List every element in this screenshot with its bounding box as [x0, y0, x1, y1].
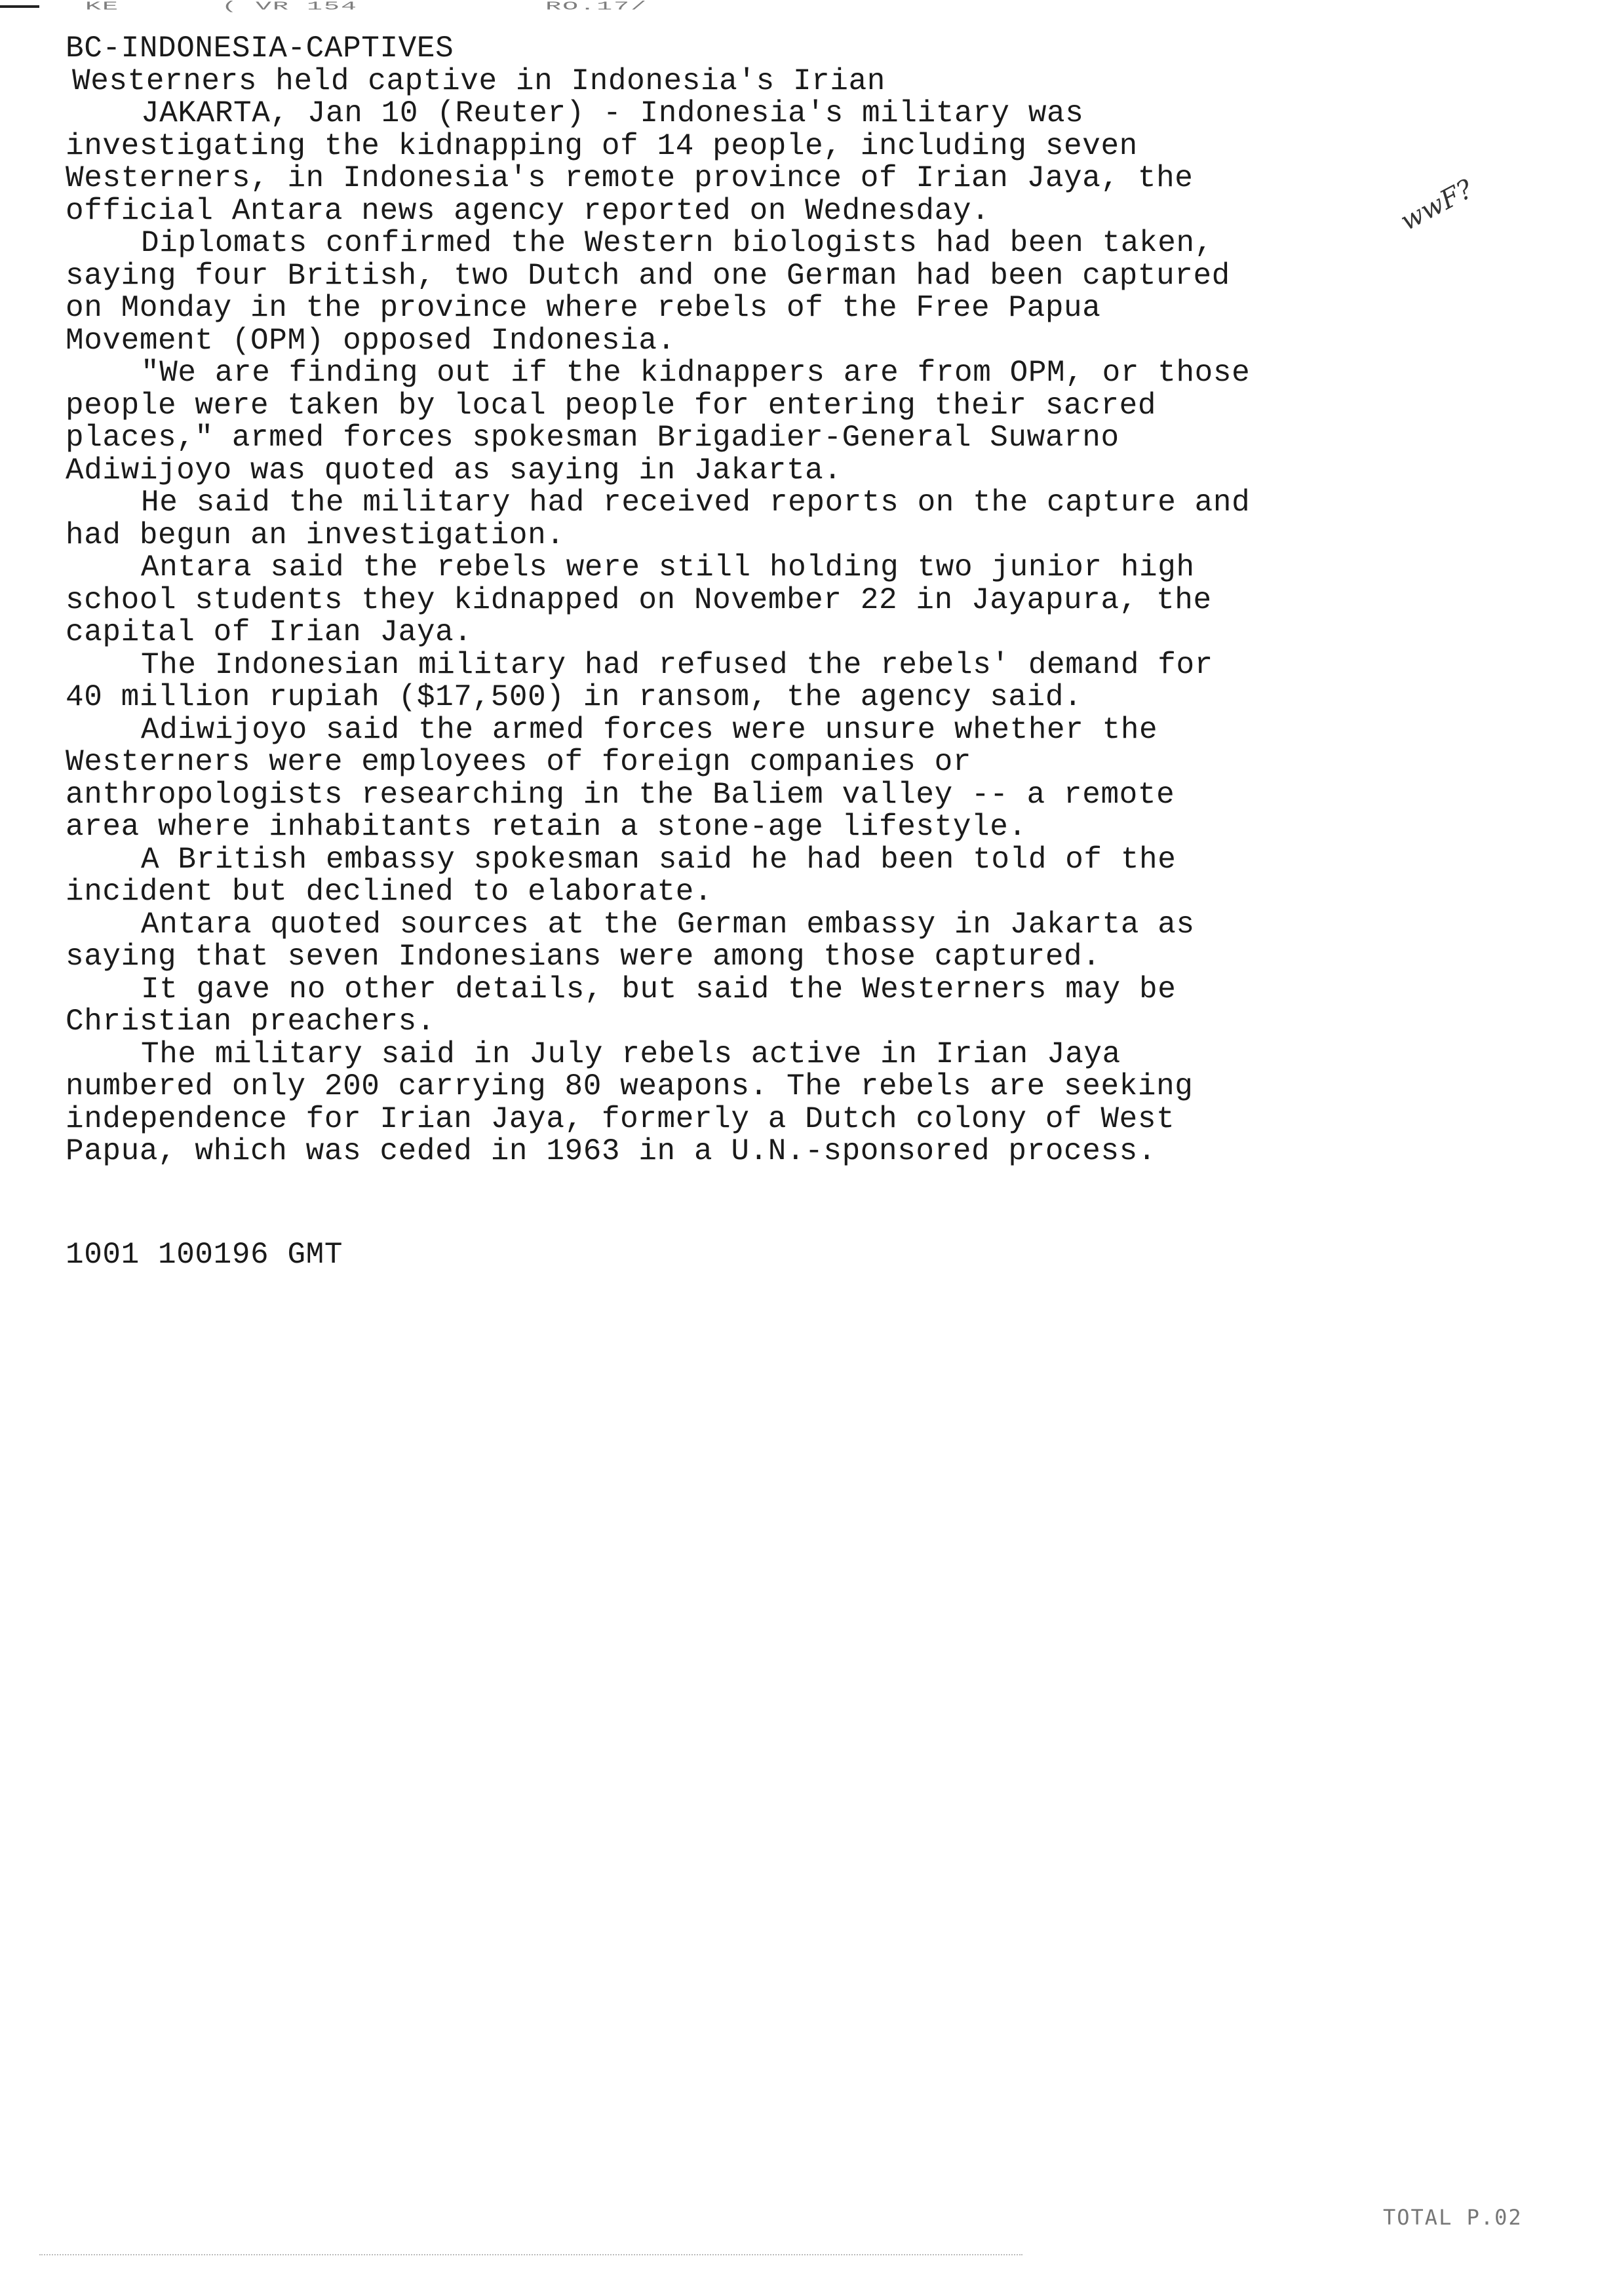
spacer [66, 1168, 1376, 1239]
article-line: places," armed forces spokesman Brigadier-General Suwarno [66, 421, 1119, 455]
article-line: "We are finding out if the kidnappers are from OPM, or those [141, 356, 1251, 390]
scan-noise [39, 2254, 1022, 2257]
article-line: Christian preachers. [66, 1004, 436, 1039]
article-line: 40 million rupiah ($17,500) in ransom, the agency said. [66, 680, 1083, 714]
article-line: capital of Irian Jaya. [66, 615, 473, 649]
article-line: on Monday in the province where rebels of the Free Papua [66, 291, 1101, 325]
article-line: anthropologists researching in the Baliem valley -- a remote [66, 777, 1175, 812]
wire-article [66, 33, 1376, 1271]
article-line: saying four British, two Dutch and one German had been captured [66, 258, 1230, 293]
article-line: Antara quoted sources at the German embassy in Jakarta as [141, 907, 1195, 942]
article-line: had begun an investigation. [66, 518, 565, 552]
article-line: incident but declined to elaborate. [66, 875, 713, 909]
article-line: He said the military had received reports on the capture and [141, 486, 1251, 520]
handwritten-annotation: wwF? [1395, 174, 1478, 237]
fax-transmission-header: KE ( VR 154 RO.17/ [85, 0, 648, 14]
article-line: school students they kidnapped on November 22 in Jayapura, the [66, 583, 1212, 617]
article-line: Westerners were employees of foreign companies or [66, 745, 972, 779]
article-line: people were taken by local people for entering their sacred [66, 388, 1157, 423]
article-line: independence for Irian Jaya, formerly a Dutch colony of West [66, 1101, 1175, 1136]
transmission-footer: 1001 100196 GMT [66, 1237, 343, 1272]
article-line: investigating the kidnapping of 14 people, including seven [66, 128, 1138, 163]
fax-edge-mark [0, 5, 39, 8]
article-line: Antara said the rebels were still holding two junior high [141, 550, 1195, 584]
article-line: area where inhabitants retain a stone-age lifestyle. [66, 810, 1027, 844]
article-body [66, 98, 1376, 1168]
article-line: Papua, which was ceded in 1963 in a U.N.-sponsored process. [66, 1134, 1157, 1168]
article-line: saying that seven Indonesians were among those captured. [66, 940, 1101, 974]
article-line: The Indonesian military had refused the rebels' demand for [141, 647, 1213, 682]
article-line: Diplomats confirmed the Western biologists had been taken, [141, 226, 1213, 260]
total-pages: TOTAL P.02 [1383, 2205, 1523, 2230]
article-line: The military said in July rebels active in Irian Jaya [141, 1037, 1121, 1071]
article-line: numbered only 200 carrying 80 weapons. The rebels are seeking [66, 1069, 1194, 1103]
article-line: A British embassy spokesman said he had been told of the [141, 842, 1177, 877]
article-line: Adiwijoyo said the armed forces were unsure whether the [141, 712, 1158, 747]
article-line: official Antara news agency reported on Wednesday. [66, 193, 990, 228]
article-line: It gave no other details, but said the Westerners may be [141, 972, 1177, 1006]
article-line: Movement (OPM) opposed Indonesia. [66, 323, 676, 358]
story-slug: BC-INDONESIA-CAPTIVES [66, 31, 454, 66]
article-line: Adiwijoyo was quoted as saying in Jakarta. [66, 453, 842, 488]
headline: Westerners held captive in Indonesia's Irian [72, 64, 885, 98]
article-line: Westerners, in Indonesia's remote province of Irian Jaya, the [66, 161, 1194, 195]
article-line: JAKARTA, Jan 10 (Reuter) - Indonesia's military was [141, 96, 1084, 130]
